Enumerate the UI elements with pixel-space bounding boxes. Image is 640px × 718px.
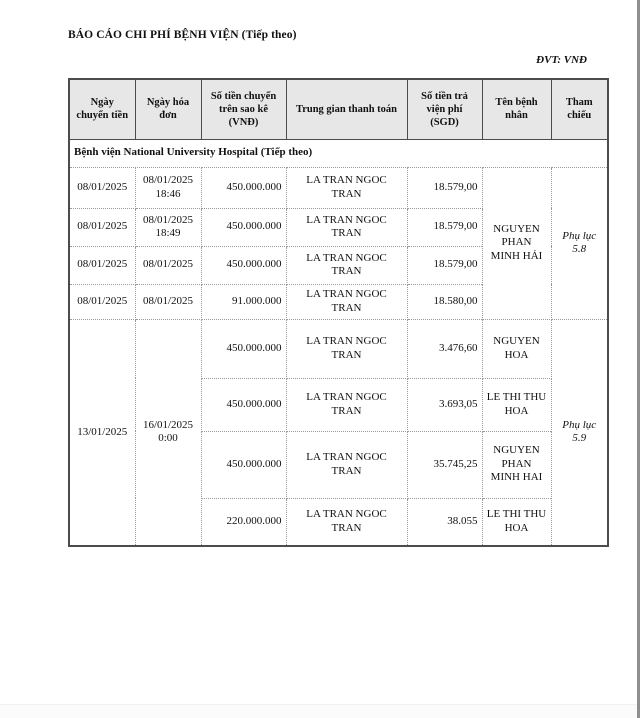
invoice-date-cell: 08/01/2025	[135, 284, 201, 319]
patient-cell: LE THI THU HOA	[482, 498, 551, 546]
column-header-amount-sgd: Số tiền trả viện phí (SGD)	[407, 79, 482, 139]
amount-sgd-cell: 18.579,00	[407, 208, 482, 246]
patient-cell: NGUYEN PHAN MINH HAI	[482, 431, 551, 498]
expense-table	[68, 78, 609, 547]
amount-sgd-cell: 3.693,05	[407, 378, 482, 431]
table-row	[69, 319, 608, 378]
amount-vnd-cell: 450.000.000	[201, 319, 286, 378]
page-title: BÁO CÁO CHI PHÍ BỆNH VIỆN (Tiếp theo)	[68, 29, 297, 41]
table-header-row	[69, 79, 608, 139]
intermediary-cell: LA TRAN NGOC TRAN	[286, 498, 407, 546]
currency-unit-note: ĐVT: VNĐ	[536, 54, 587, 66]
intermediary-cell: LA TRAN NGOC TRAN	[286, 378, 407, 431]
intermediary-cell: LA TRAN NGOC TRAN	[286, 167, 407, 208]
amount-vnd-cell: 450.000.000	[201, 378, 286, 431]
amount-vnd-cell: 220.000.000	[201, 498, 286, 546]
intermediary-cell: LA TRAN NGOC TRAN	[286, 284, 407, 319]
patient-cell: LE THI THU HOA	[482, 378, 551, 431]
section-title: Bệnh viện National University Hospital (Tiếp theo)	[69, 139, 608, 167]
amount-sgd-cell: 18.580,00	[407, 284, 482, 319]
transfer-date-cell: 13/01/2025	[69, 319, 135, 546]
amount-vnd-cell: 450.000.000	[201, 167, 286, 208]
invoice-date-cell: 08/01/2025	[135, 246, 201, 284]
patient-cell: NGUYEN HOA	[482, 319, 551, 378]
intermediary-cell: LA TRAN NGOC TRAN	[286, 208, 407, 246]
column-header-invoice-date: Ngày hóa đơn	[135, 79, 201, 139]
amount-vnd-cell: 450.000.000	[201, 208, 286, 246]
reference-cell: Phụ lục 5.9	[551, 319, 608, 546]
invoice-date-cell: 08/01/2025 18:46	[135, 167, 201, 208]
transfer-date-cell: 08/01/2025	[69, 208, 135, 246]
intermediary-cell: LA TRAN NGOC TRAN	[286, 246, 407, 284]
column-header-amount-vnd: Số tiền chuyển trên sao kê (VNĐ)	[201, 79, 286, 139]
amount-vnd-cell: 450.000.000	[201, 246, 286, 284]
section-row	[69, 139, 608, 167]
amount-sgd-cell: 3.476,60	[407, 319, 482, 378]
intermediary-cell: LA TRAN NGOC TRAN	[286, 319, 407, 378]
intermediary-cell: LA TRAN NGOC TRAN	[286, 431, 407, 498]
amount-sgd-cell: 18.579,00	[407, 167, 482, 208]
invoice-date-cell: 08/01/2025 18:49	[135, 208, 201, 246]
invoice-date-cell: 16/01/2025 0:00	[135, 319, 201, 546]
amount-sgd-cell: 18.579,00	[407, 246, 482, 284]
page-bottom-edge	[0, 704, 637, 718]
transfer-date-cell: 08/01/2025	[69, 167, 135, 208]
column-header-patient: Tên bệnh nhân	[482, 79, 551, 139]
patient-cell: NGUYEN PHAN MINH HẢI	[482, 167, 551, 319]
amount-vnd-cell: 91.000.000	[201, 284, 286, 319]
transfer-date-cell: 08/01/2025	[69, 246, 135, 284]
amount-sgd-cell: 35.745,25	[407, 431, 482, 498]
amount-sgd-cell: 38.055	[407, 498, 482, 546]
column-header-reference: Tham chiếu	[551, 79, 608, 139]
column-header-intermediary: Trung gian thanh toán	[286, 79, 407, 139]
reference-cell: Phụ lục 5.8	[551, 167, 608, 319]
table-row	[69, 167, 608, 208]
amount-vnd-cell: 450.000.000	[201, 431, 286, 498]
column-header-transfer-date: Ngày chuyển tiền	[69, 79, 135, 139]
transfer-date-cell: 08/01/2025	[69, 284, 135, 319]
